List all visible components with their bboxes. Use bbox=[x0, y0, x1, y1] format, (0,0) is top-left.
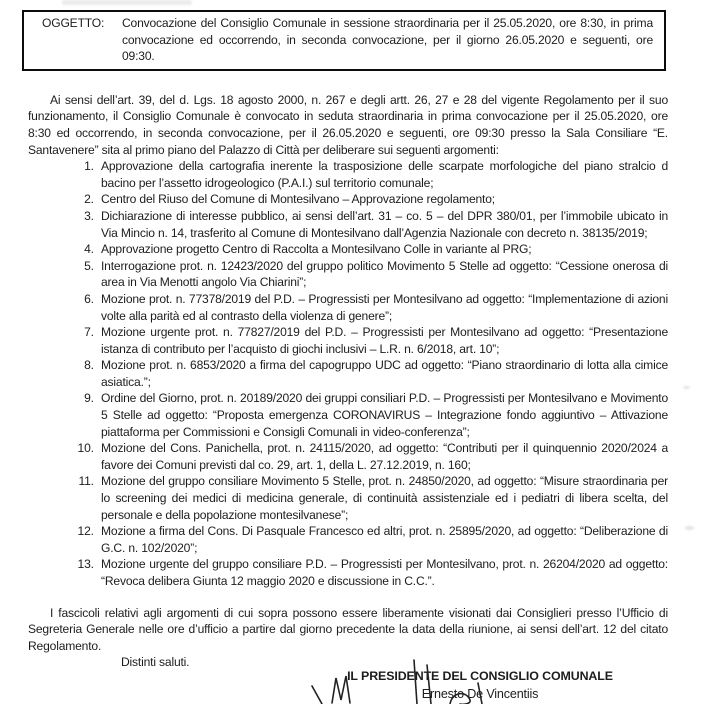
intro-paragraph: Ai sensi dell’art. 39, del d. Lgs. 18 agosto 2000, n. 267 e degli artt. 26, 27 e 28 del vigente Regolamento per il suo funzionamento, il Consiglio Comunale è convocato in seduta straordinaria in prima convocazione per il 25.05.2020, ore 8:30 ed occorrendo, in seconda convocazione, per il 26.05.2020 e seguenti, ore 09:30 presso la Sala Consiliare “E. Santavenere” sita al primo piano del Palazzo di Città per deliberare sui seguenti argomenti: bbox=[28, 92, 668, 157]
agenda-item: 11. Mozione del gruppo consiliare Movimento 5 Stelle, prot. n. 24850/2020, ad oggetto: “Misure straordinaria per lo screening dei medici di medicina generale, di continuità assistenziale ed i pediatri di libera scelta, del personale e della popolazione montesilvanese”; bbox=[97, 473, 668, 523]
agenda-item: 13. Mozione urgente del gruppo consiliare P.D. – Progressisti per Montesilvano, prot. n. 26204/2020 ad oggetto: “Revoca delibera Giunta 12 maggio 2020 e discussione in C.C.”. bbox=[97, 556, 668, 589]
agenda-item: 9. Ordine del Giorno, prot. n. 20189/2020 dei gruppi consiliari P.D. – Progressisti per Montesilvano e Movimento 5 Stelle ad oggetto: “Proposta emergenza CORONAVIRUS – Integrazione fondo aggiuntivo – Attivazione piattaforma per Commissioni e Consigli Comunali in video-conferenza”; bbox=[97, 390, 668, 440]
document-content bbox=[28, 0, 668, 671]
oggetto-text: Convocazione del Consiglio Comunale in sessione straordinaria per il 25.05.2020, ore 8:30, in prima convocazione ed occorrendo, in seconda convocazione, per il giorno 26.05.2020 e seguenti, ore 09:30. bbox=[122, 16, 653, 64]
agenda-item: 8. Mozione prot. n. 6853/2020 a firma del capogruppo UDC ad oggetto: “Piano straordinario di lotta alla cimice asiatica.”; bbox=[97, 357, 668, 390]
signature-block bbox=[330, 668, 630, 702]
agenda-list bbox=[28, 158, 668, 589]
oggetto-box bbox=[22, 10, 666, 71]
agenda-item: 1. Approvazione della cartografia inerente la trasposizione delle scarpate morfologiche del piano stralcio d bacino per l’assetto idrogeologico (P.A.I.) sul territorio comunale; bbox=[97, 158, 668, 191]
agenda-item: 7. Mozione urgente prot. n. 77827/2019 del P.D. – Progressisti per Montesilvano ad oggetto: “Presentazione istanza di contributo per l’acquisto di giochi inclusivi – L.R. n. 6/2018, art. 10”; bbox=[97, 324, 668, 357]
scan-artifact bbox=[683, 386, 690, 389]
agenda-item: 3. Dichiarazione di interesse pubblico, ai sensi dell’art. 31 – co. 5 – del DPR 380/01, per l’immobile ubicato in Via Mincio n. 14, trasferito al Comune di Montesilvano dall’Agenzia Nazionale con decreto n. 38135/2019; bbox=[97, 208, 668, 241]
oggetto-label: OGGETTO: bbox=[42, 16, 105, 30]
closing-paragraph: I fascicoli relativi agli argomenti di cui sopra possono essere liberamente visionati dai Consiglieri presso l’Ufficio di Segreteria Generale nelle ore d’ufficio a partire dal giorno precedente la data della riunione, ai sensi dell’art. 12 del citato Regolamento. bbox=[28, 605, 668, 653]
signature-title: IL PRESIDENTE DEL CONSIGLIO COMUNALE bbox=[347, 669, 613, 683]
agenda-item: 5. Interrogazione prot. n. 12423/2020 del gruppo politico Movimento 5 Stelle ad oggetto: “Cessione onerosa di area in Via Menotti angolo Via Chiarini”; bbox=[97, 258, 668, 291]
agenda-item: 2. Centro del Riuso del Comune di Montesilvano – Approvazione regolamento; bbox=[97, 191, 668, 208]
signature-name: Ernesto De Vincentiis bbox=[421, 686, 539, 701]
agenda-item: 12. Mozione a firma del Cons. Di Pasquale Francesco ed altri, prot. n. 25895/2020, ad oggetto: “Deliberazione di G.C. n. 102/2020”; bbox=[97, 523, 668, 556]
scan-artifact bbox=[685, 526, 694, 530]
salutation: Distinti saluti. bbox=[121, 655, 190, 670]
agenda-item: 10. Mozione del Cons. Panichella, prot. n. 24115/2020, ad oggetto: “Contributi per il quinquennio 2020/2024 a favore dei Comuni previsti dal co. 29, art. 1, della L. 27.12.2019, n. 160; bbox=[97, 440, 668, 473]
agenda-item: 6. Mozione prot. n. 77378/2019 del P.D. – Progressisti per Montesilvano ad oggetto: “Implementazione di azioni volte alla parità ed al contrasto della violenza di genere”; bbox=[97, 291, 668, 324]
agenda-item: 4. Approvazione progetto Centro di Raccolta a Montesilvano Colle in variante al PRG; bbox=[97, 241, 668, 258]
